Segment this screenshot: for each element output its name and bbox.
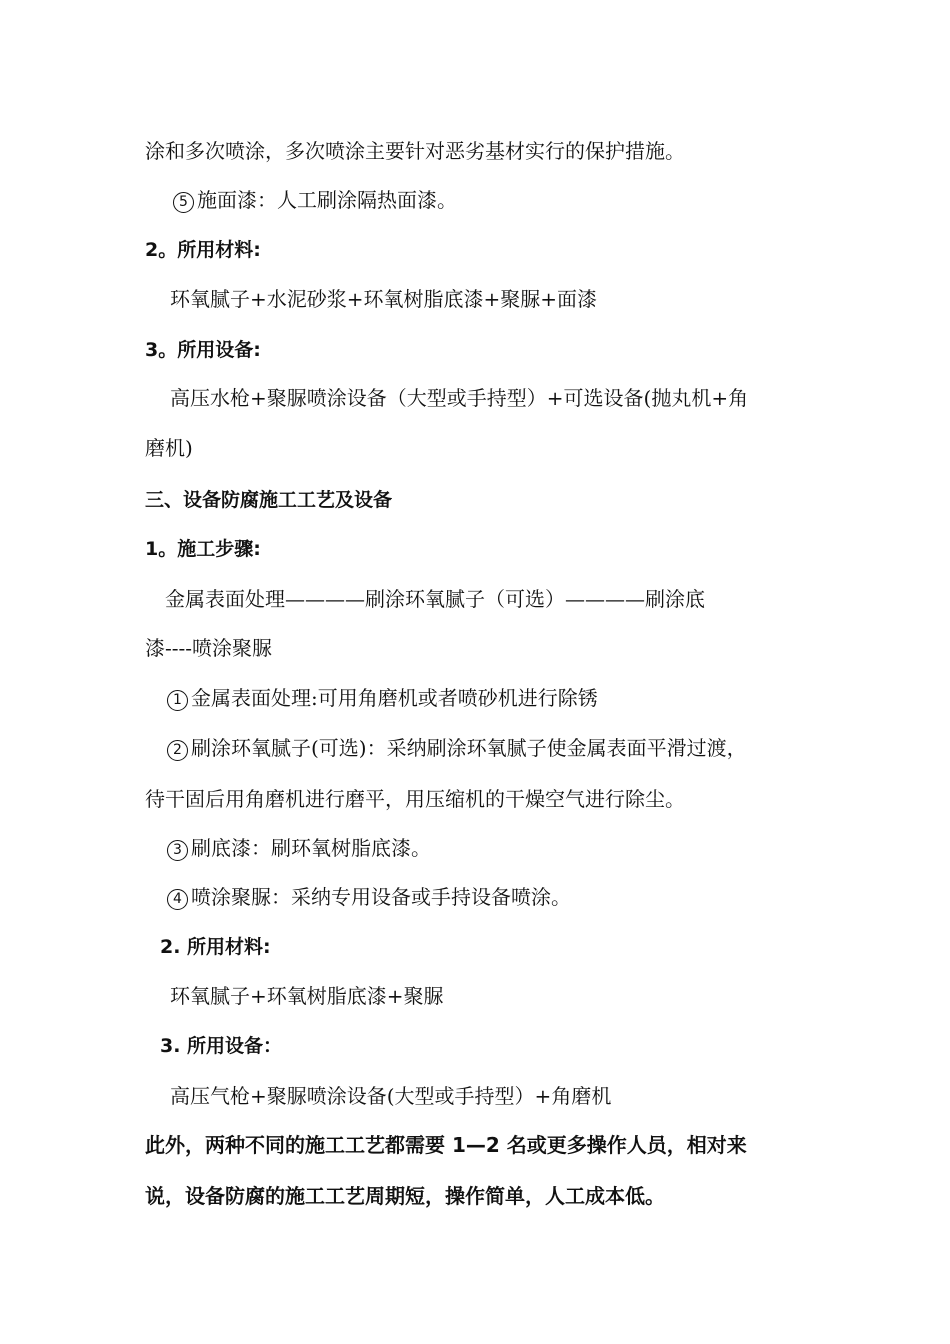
flow-line1: 金属表面处理————刷涂环氧腻子（可选）————刷涂底 [165, 587, 705, 611]
step-5-text: 施面漆：人工刷涂隔热面漆。 [197, 188, 457, 212]
equipment-text-2: 高压气枪+聚脲喷涂设备(大型或手持型）+角磨机 [170, 1084, 612, 1108]
step-2-text: 刷涂环氧腻子(可选)：采纳刷涂环氧腻子使金属表面平滑过渡， [191, 736, 747, 760]
heading-equipment-2: 3. 所用设备： [160, 1035, 283, 1057]
step-3-text: 刷底漆：刷环氧树脂底漆。 [191, 836, 431, 860]
circled-number-3: 3 [167, 840, 188, 861]
flow-line2: 漆----喷涂聚脲 [145, 636, 273, 660]
step-4-text: 喷涂聚脲：采纳专用设备或手持设备喷涂。 [191, 885, 571, 909]
conclusion-line1: 此外，两种不同的施工工艺都需要 1—2 名或更多操作人员，相对来 [145, 1133, 747, 1157]
step-2-continuation: 待干固后用角磨机进行磨平，用压缩机的干燥空气进行除尘。 [145, 787, 685, 811]
circled-number-5: 5 [173, 192, 194, 213]
circled-number-4: 4 [167, 889, 188, 910]
paragraph-line: 涂和多次喷涂，多次喷涂主要针对恶劣基材实行的保护措施。 [145, 139, 685, 163]
equipment-text-line2: 磨机) [145, 436, 193, 460]
step-1-line [167, 683, 598, 713]
heading-equipment: 3。所用设备: [145, 339, 261, 361]
heading-materials-2: 2. 所用材料: [160, 936, 271, 958]
equipment-text-line1: 高压水枪+聚脲喷涂设备（大型或手持型）+可选设备(抛丸机+角 [170, 386, 749, 410]
step-4-line [167, 882, 571, 912]
conclusion-line2: 说，设备防腐的施工工艺周期短，操作简单，人工成本低。 [145, 1184, 665, 1208]
section-heading-3: 三、设备防腐施工工艺及设备 [145, 489, 393, 511]
materials-text: 环氧腻子+水泥砂浆+环氧树脂底漆+聚脲+面漆 [170, 287, 598, 311]
materials-text-2: 环氧腻子+环氧树脂底漆+聚脲 [170, 984, 444, 1008]
circled-number-1: 1 [167, 690, 188, 711]
heading-materials: 2。所用材料: [145, 239, 261, 261]
step-1-text: 金属表面处理:可用角磨机或者喷砂机进行除锈 [191, 686, 598, 710]
step-3-line [167, 833, 431, 863]
step-5-line [173, 185, 457, 215]
circled-number-2: 2 [167, 740, 188, 761]
heading-steps: 1。施工步骤: [145, 538, 261, 560]
step-2-line [167, 733, 747, 763]
